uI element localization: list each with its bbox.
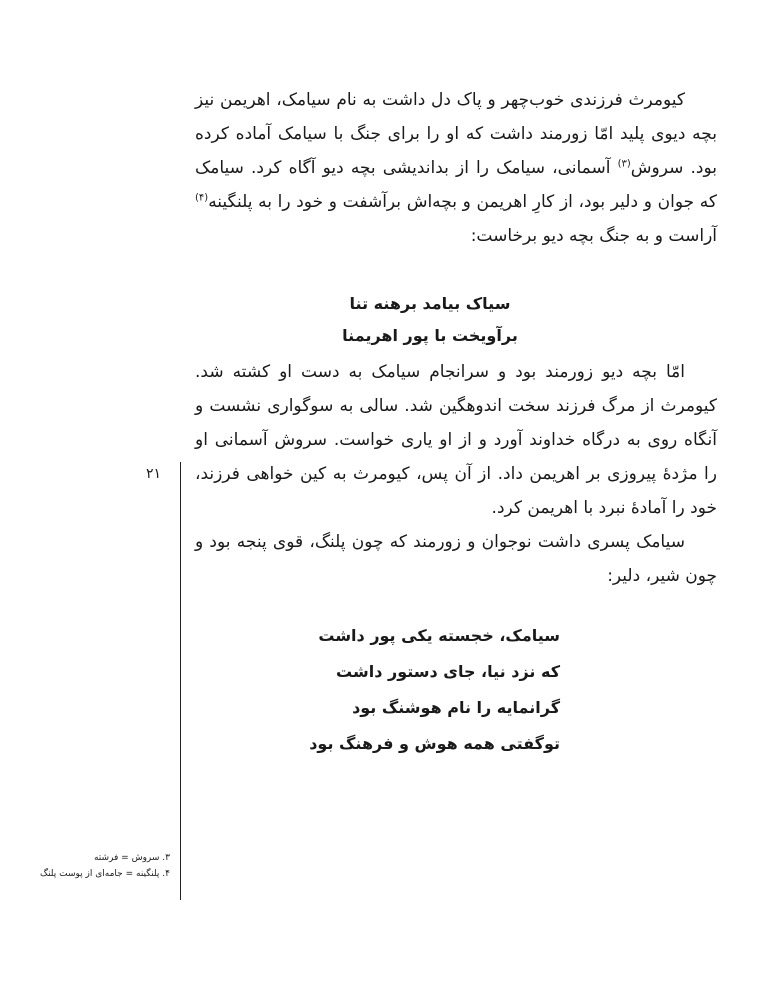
footnote-ref-3: (۳): [617, 158, 631, 170]
verse-couplet-1: [280, 288, 580, 352]
paragraph-siamak-death: امّا بچه دیو زورمند بود و سرانجام سیامک به دست او کشته شد. کیومرث از مرگ فرزند سخت اندوهگین شد. سالی به سوگواری نشست و آنگاه روی به درگاه خداوند آورد و از او یاری خواست. سروش آسمانی او را مژدهٔ پیروزی بر اهریمن داد. از آن پس، کیومرث به کین خواهی فرزند، خود را آمادهٔ نبرد با اهریمن کرد.: [195, 362, 717, 518]
paragraph-text: آراست و به جنگ بچه دیو برخاست:: [470, 226, 717, 246]
footnotes: [30, 850, 170, 882]
verse-line: توگفتی همه هوش و فرهنگ بود: [309, 734, 560, 753]
verse-couplet-2: [300, 618, 560, 762]
paragraph-text: کیومرث فرزندی خوب‌چهر و پاک دل داشت به نام سیامک، اهریمن نیز بچه دیوی پلید امّا زورمند داشت که او را برای جنگ با سیامک آماده کرده بود. سروش: [195, 90, 717, 178]
verse-line: برآویخت با پور اهریمنا: [342, 326, 518, 345]
footnote-4: ۴. پلنگینه = جامه‌ای از پوست پلنگ: [40, 869, 170, 879]
paragraph-text: آسمانی، سیامک را از بداندیشی بچه دیو آگاه کرد. سیامک که جوان و دلیر بود، از کارِ اهریمن و بچه‌اش برآشفت و خود را به پلنگینه: [195, 158, 717, 212]
verse-line: گرانمایه را نام هوشنگ بود: [352, 698, 560, 717]
text-block-top: [195, 83, 717, 253]
footnote-ref-4: (۴): [195, 192, 209, 204]
verse-line: سیامک، خجسته یکی پور داشت: [318, 626, 560, 645]
verse-line: که نزد نیا، جای دستور داشت: [336, 662, 560, 681]
paragraph-hushang: سیامک پسری داشت نوجوان و زورمند که چون پلنگ، قوی پنجه بود و چون شیر، دلیر:: [195, 532, 717, 586]
footnote-3: ۳. سروش = فرشته: [93, 853, 170, 863]
paragraph-siamak-intro: [195, 83, 717, 253]
page-number: ۲۱: [146, 466, 162, 482]
margin-divider-line: [180, 462, 181, 900]
verse-line: سیاک بیامد برهنه تنا: [349, 294, 511, 313]
text-block-bottom: [195, 355, 717, 593]
